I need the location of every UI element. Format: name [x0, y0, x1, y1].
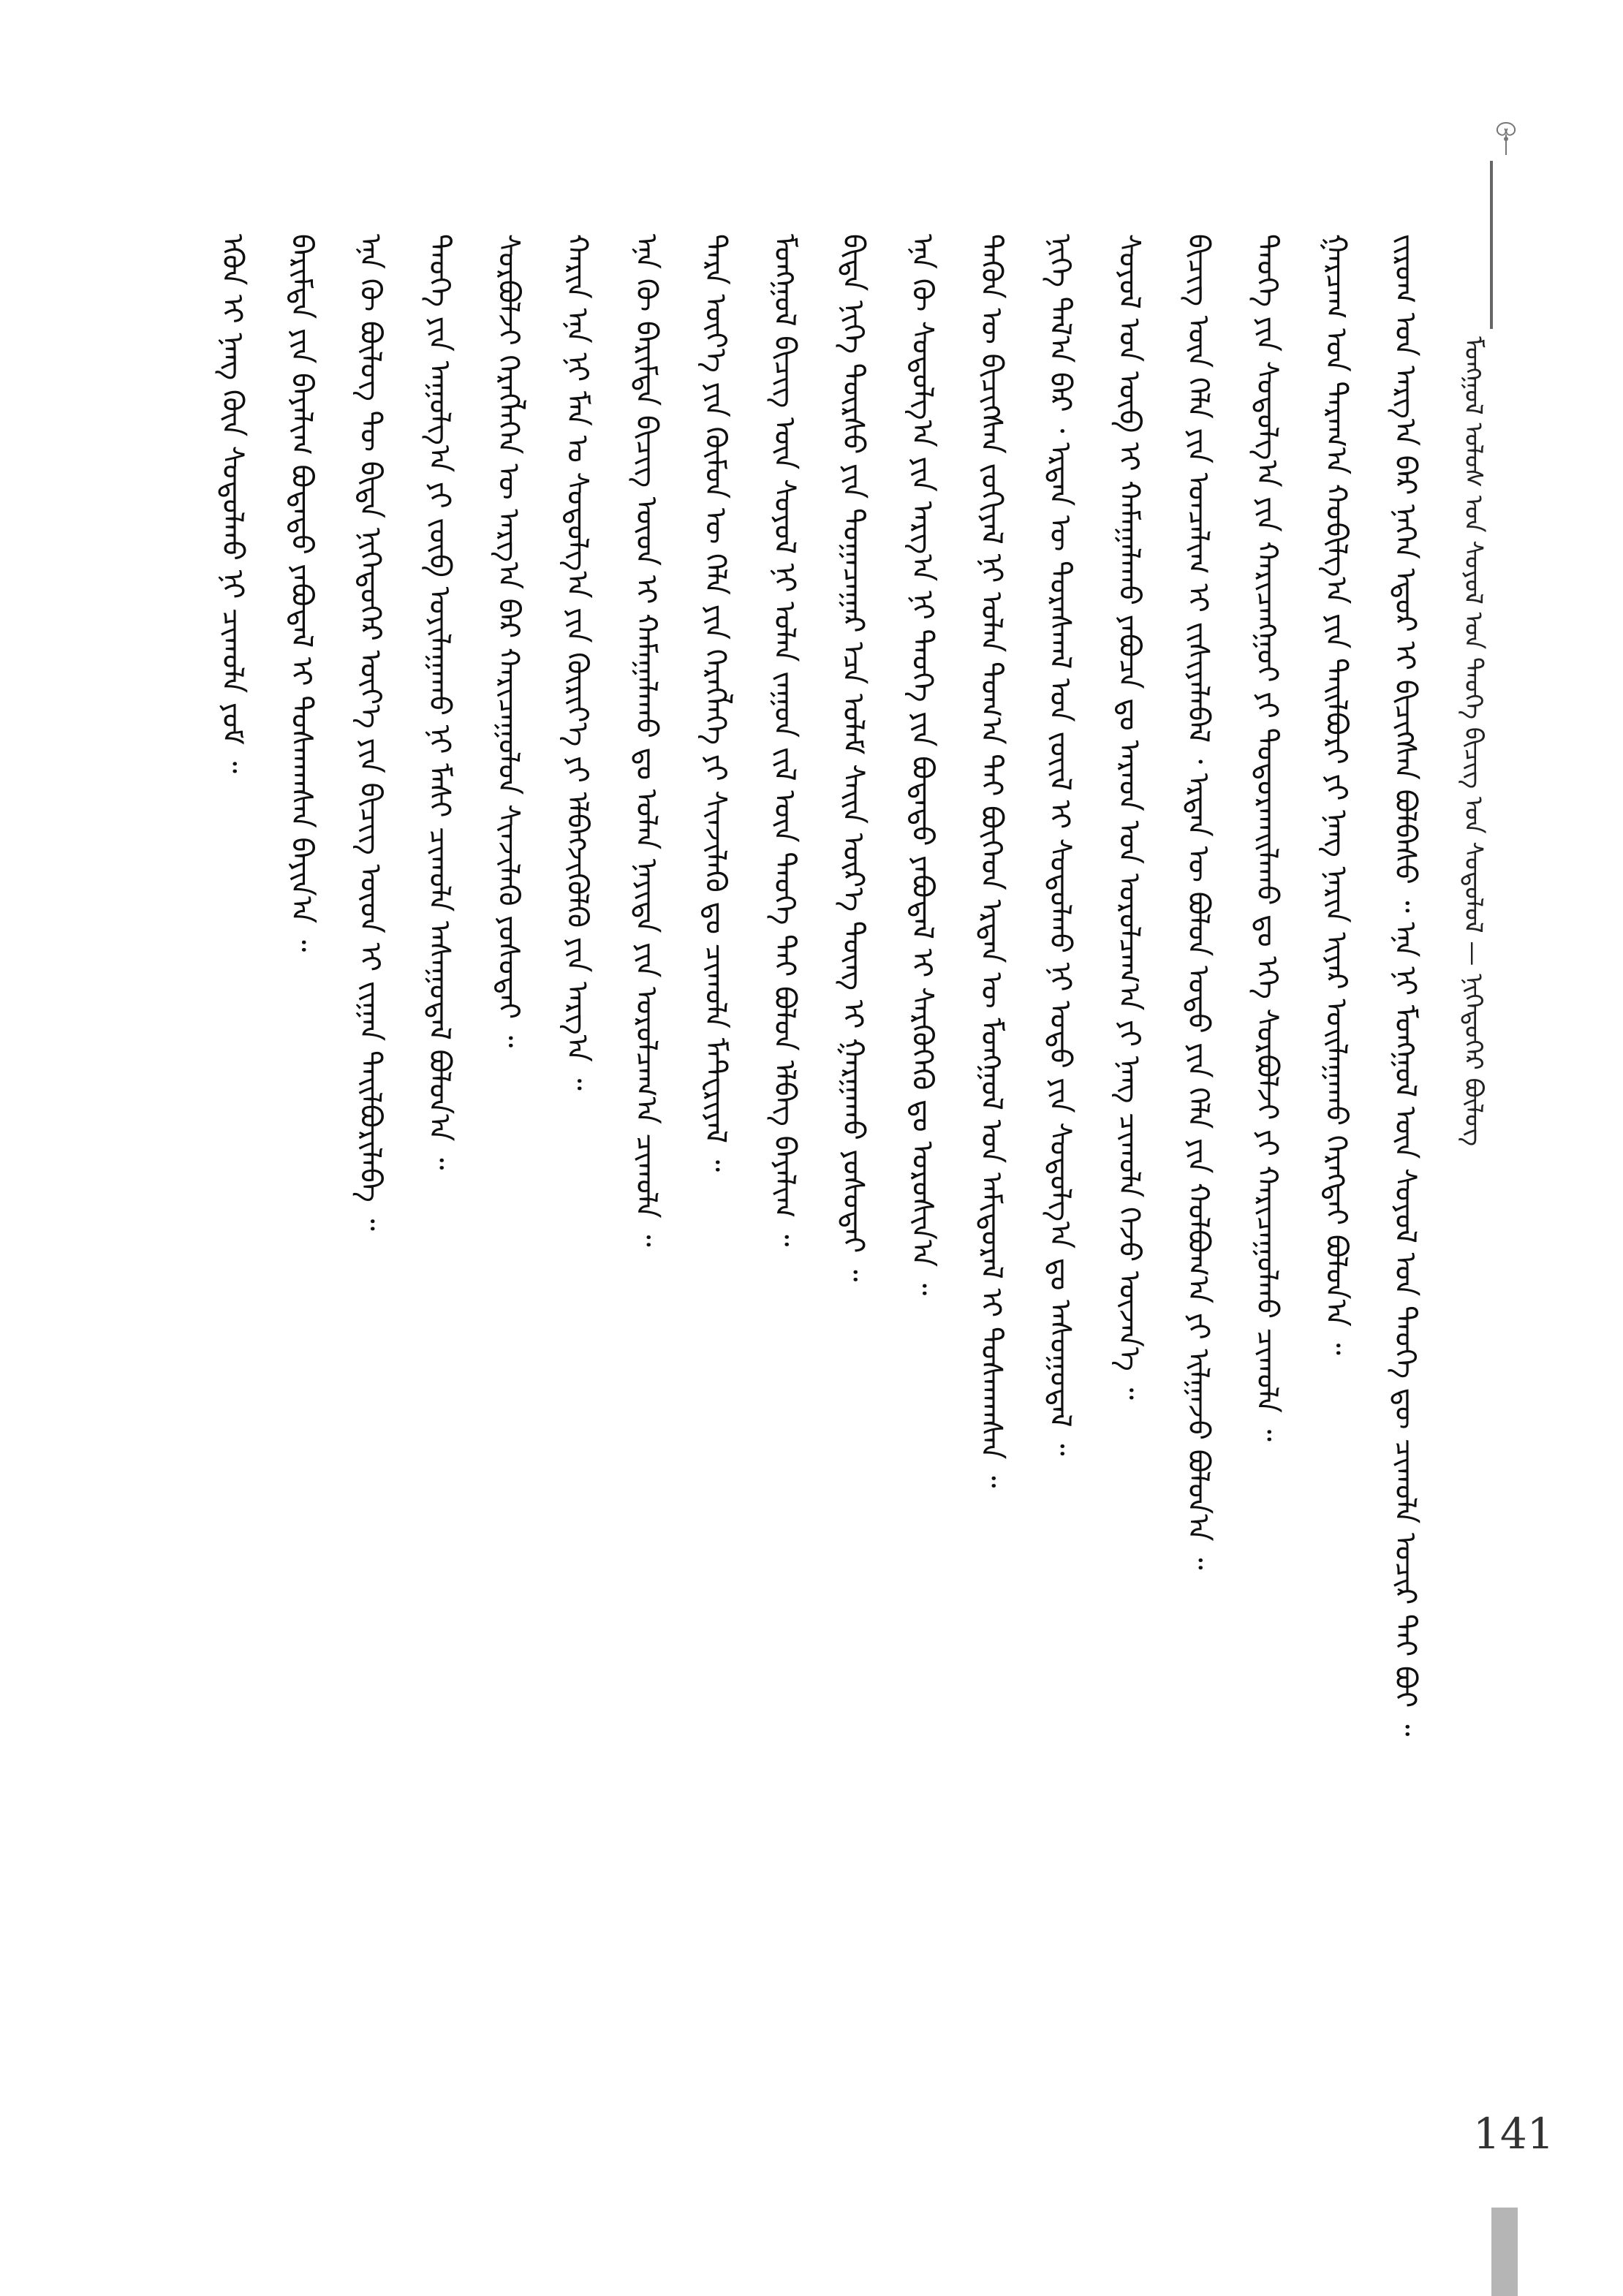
- text-column: [626, 234, 667, 2105]
- text-column: [1040, 234, 1081, 2105]
- running-header-title: ᠮᠣᠩᠭᠣᠯ ᠤᠯᠤᠰ ᠤᠨ ᠰᠣᠶᠣᠯ ᠤᠨ ᠲᠡᠦᠬᠡ ᠪᠢᠴᠢᠭ ᠤᠨ ᠰᠣᠳᠤᠯᠤᠯ — ᠨᠢᠭᠡᠳᠦᠭᠡᠷ ᠪᠦᠯᠦᠭ: [1459, 336, 1488, 1147]
- column-text: ᠨᠢᠭᠡ ᠲᠠᠯ᠎ᠠ ᠪᠠᠷ ᠂ ᠡᠷᠲᠡᠨ ᠦ ᠳᠤᠷᠠᠰᠬᠠᠯ ᠤᠨ ᠵᠦᠢᠯ ᠢ ᠰᠤᠳᠤᠯᠬᠤ ᠨᠢ ᠣᠳᠣ ᠶᠢᠨ ᠰᠤᠳᠤᠯᠭ᠎ᠠ ᠳᠤ ᠠᠰᠤᠭᠤᠳᠠᠯ ᠃: [1043, 234, 1078, 1456]
- column-text: ᠲᠡᠭᠦᠨ ᠦ ᠪᠢᠴᠢᠭᠰᠡᠨ ᠵᠣᠬᠢᠶᠠᠯ ᠨᠢ ᠣᠯᠠᠨ ᠲᠣᠭ᠎ᠠ ᠲᠠᠢ ᠪᠥᠭᠡᠳ ᠡᠷᠲᠡᠨ ᠦ ᠮᠣᠩᠭᠣᠯ ᠤᠨ ᠠᠮᠢᠳᠤᠷᠠᠯ ᠢ ᠲᠤᠰᠬᠠᠭᠰᠠᠨ ᠃: [974, 234, 1008, 1488]
- text-column: [488, 234, 529, 2105]
- column-text: ᠲᠡᠷᠡ ᠦᠶ᠎ᠡ ᠶᠢᠨ ᠬᠦᠮᠦᠨ ᠦ ᠬᠡᠯᠡ ᠶᠢᠨ ᠬᠡᠷᠡᠭᠯᠡᠭᠡ ᠶᠢ ᠰᠢᠨᠵᠢᠯᠡᠬᠦ ᠳᠤ ᠴᠢᠬᠤᠯᠠ ᠮᠠᠲ᠋ᠧᠷᠢᠶᠠᠯ ᠃: [698, 234, 733, 1172]
- column-text: ᠪᠢᠳᠡ ᠨᠢᠭᠡ ᠳᠦᠷᠰᠦ ᠶᠢᠨ ᠲᠣᠭᠠᠴᠠᠭᠠᠷ ᠡᠴᠡ ᠤᠯᠠᠮ ᠰᠠᠢᠨ ᠦᠷ᠎ᠡ ᠳᠦᠩ ᠢ ᠭᠠᠷᠭᠠᠬᠤ ᠶᠣᠰᠤᠲᠠᠢ ᠃: [836, 234, 871, 1282]
- text-column: [971, 234, 1012, 2105]
- scroll-flourish-icon: [1484, 117, 1528, 161]
- column-text: ᠲᠡᠦᠬᠡ ᠶᠢᠨ ᠰᠤᠳᠤᠯᠭ᠎ᠠ ᠶᠢᠨ ᠬᠠᠷᠢᠴᠠᠩᠭᠤᠢ ᠶᠢ ᠲᠣᠳᠣᠷᠬᠠᠢᠯᠠᠬᠤ ᠳᠤ ᠡᠬᠡ ᠰᠤᠷᠪᠤᠯᠵᠢ ᠶᠢ ᠬᠠᠷᠢᠴᠠᠭᠤᠯᠬᠤ ᠴᠢᠬᠤᠯᠠ ᠃: [1250, 234, 1285, 1441]
- column-text: ᠡᠨᠡ ᠬᠦ ᠰᠤᠳᠤᠯᠭ᠎ᠠ ᠶᠢᠨ ᠠᠷᠭ᠎ᠠ ᠨᠢ ᠲᠡᠦᠬᠡ ᠶᠢᠨ ᠪᠣᠳᠠᠲᠤ ᠶᠠᠪᠤᠳᠠᠯ ᠢ ᠰᠡᠷᠭᠦᠭᠡᠬᠦ ᠳᠤ ᠣᠷᠣᠰᠢᠨ᠎ᠠ ᠃: [905, 234, 939, 1296]
- text-column: [1246, 234, 1287, 2105]
- header-rule: [1490, 161, 1493, 329]
- column-text: ᠪᠠᠷᠢᠮᠲᠠ ᠶᠢᠨ ᠪᠠᠶᠠᠯᠢᠭ ᠪᠣᠳᠠᠲᠤ ᠶᠠᠪᠤᠳᠠᠯ ᠢ ᠲᠤᠰᠬᠠᠭᠰᠠᠨ ᠪᠠᠶᠢᠨ᠎ᠠ ᠃: [284, 234, 319, 952]
- column-text: ᠡᠨᠡ ᠬᠦ ᠪᠠᠷᠢᠮᠲᠠ ᠪᠢᠴᠢᠭ᠌ ᠦᠳ ᠢ ᠬᠠᠮᠠᠭᠠᠯᠠᠬᠤ ᠳᠤ ᠣᠯᠠᠨ ᠨᠡᠶᠢᠲᠡ ᠶᠢᠨ ᠣᠷᠤᠯᠴᠠᠭ᠎ᠠ ᠴᠢᠬᠤᠯᠠ ᠃: [629, 234, 664, 1247]
- column-text: ᠲᠡᠦᠬᠡ ᠶᠢᠨ ᠠᠭᠤᠯᠭ᠎ᠠ ᠶᠢ ᠵᠥᠪ ᠣᠶᠢᠯᠠᠭᠠᠬᠤ ᠨᠢ ᠮᠠᠰᠢ ᠴᠢᠬᠤᠯᠠ ᠠᠰᠠᠭᠤᠳᠠᠯ ᠪᠣᠯᠤᠨ᠎ᠠ ᠃: [423, 234, 457, 1170]
- text-column: [901, 234, 942, 2105]
- text-column: [419, 234, 460, 2105]
- text-column: [1385, 234, 1426, 2105]
- text-column: [695, 234, 735, 2105]
- text-column: [833, 234, 874, 2105]
- text-columns: [212, 234, 1426, 2105]
- text-column: [764, 234, 805, 2105]
- main-text-block: [212, 234, 1426, 2105]
- text-column: [212, 234, 253, 2105]
- column-text: ᠬᠠᠷᠢᠨ ᠡᠨᠡ ᠨᠢ ᠮᠠᠨ ᠤ ᠰᠤᠳᠤᠯᠭ᠎ᠠ ᠶᠢᠨ ᠬᠦᠷᠢᠶ᠎ᠡ ᠶᠢ ᠡᠯᠪᠡᠭᠵᠢᠭᠦᠯᠬᠦ ᠶᠢᠨ ᠠᠷᠭ᠎ᠠ ᠃: [560, 234, 594, 1091]
- text-column: [281, 234, 322, 2105]
- text-column: [350, 234, 391, 2105]
- column-text: ᠪᠢᠴᠢᠭ᠌ ᠦᠨ ᠬᠡᠯᠡ ᠶᠢᠨ ᠣᠨᠴᠠᠯᠢᠭ ᠢ ᠵᠢᠱᠢᠶᠡᠯᠡᠪᠡᠯ ᠂ ᠡᠷᠲᠡᠨ ᠦ ᠪᠣᠯᠤᠨ ᠣᠳᠣ ᠶᠢᠨ ᠬᠡᠯᠡ ᠶᠢᠨ ᠬᠣᠯᠪᠣᠭ᠎ᠠ ᠶᠢ ᠢᠯᠭᠠᠵᠤ ᠪᠣᠯᠤᠨ᠎ᠠ ᠃: [1181, 234, 1215, 1570]
- text-column: [1178, 234, 1219, 2105]
- page-edge-tab: [1491, 2208, 1518, 2296]
- column-text: ᠰᠤᠷᠪᠤᠯᠵᠢ ᠬᠡᠷᠡᠭᠯᠡᠭᠡᠨ ᠦ ᠠᠷᠭ᠎ᠠ ᠪᠠᠷ ᠬᠠᠷᠢᠴᠠᠭᠤᠯᠤᠨ ᠰᠢᠨᠵᠢᠯᠡᠬᠦ ᠶᠣᠰᠤᠲᠠᠢ ᠃: [491, 234, 526, 1048]
- column-text: ᠡᠨᠡ ᠬᠦ ᠪᠦᠯᠦᠭ ᠲᠦ ᠪᠢᠳᠡ ᠨᠢᠭᠡᠳᠦᠭᠡᠷ ᠦᠶ᠎ᠡ ᠶᠢᠨ ᠪᠢᠴᠢᠭ᠌ ᠦᠳ ᠢ ᠵᠢᠭᠠᠨ ᠲᠠᠢᠯᠪᠤᠷᠢᠯᠠᠪᠠ ᠃: [353, 234, 387, 1231]
- page-number: 141: [1473, 2109, 1554, 2159]
- column-text: ᠭᠠᠷᠴᠠᠭ ᠤᠨ ᠳᠠᠷᠠᠭ᠎ᠠ ᠬᠤᠪᠢᠯᠭ᠎ᠠ ᠶᠢᠨ ᠲᠠᠢᠯᠪᠤᠷᠢ ᠶᠢ ᠨᠡᠩ ᠨᠠᠷᠢᠨ ᠢᠶᠠᠷ ᠣᠢᠯᠠᠭᠠᠬᠤ ᠬᠡᠷᠡᠭᠲᠡᠢ ᠪᠣᠯᠤᠨ᠎ᠠ ᠃: [1319, 234, 1353, 1355]
- column-text: ᠵᠢᠷᠤᠭ ᠤᠨ ᠠᠷᠭ᠎ᠠ ᠪᠠᠷ ᠨᠡᠭᠡᠨ ᠡᠳᠦᠷ ᠢ ᠪᠢᠴᠢᠭᠰᠡᠨ ᠪᠣᠯᠪᠠᠰᠤ ᠃ ᠡᠨᠡ ᠨᠢ ᠮᠣᠩᠭᠣᠯ ᠦᠨ ᠰᠣᠶᠣᠯ ᠤᠨ ᠲᠡᠦᠬᠡ ᠳᠦ ᠴᠢᠬᠤᠯᠠ ᠤᠴᠢᠷ ᠲᠠᠢ ᠪᠤᠢ ᠃: [1388, 234, 1422, 1737]
- text-column: [1108, 234, 1149, 2105]
- column-text: ᠮᠣᠩᠭᠣᠯ ᠪᠢᠴᠢᠭ᠌ ᠦᠨ ᠰᠣᠶᠣᠯ ᠨᠢ ᠣᠯᠠᠨ ᠵᠠᠭᠤᠨ ᠵᠢᠯ ᠦᠨ ᠲᠡᠦᠬᠡ ᠲᠠᠢ ᠪᠣᠯᠤᠨ ᠡᠯᠪᠡᠭ ᠪᠠᠶᠠᠯᠢᠭ ᠃: [767, 234, 801, 1247]
- column-text: ᠡᠭᠦᠨ ᠢ ᠨᠡᠩ ᠭᠦᠨ ᠰᠤᠳᠤᠯᠬᠤ ᠨᠢ ᠴᠢᠬᠤᠯᠠ ᠶᠤᠮ ᠃: [216, 234, 249, 773]
- text-column: [557, 234, 598, 2105]
- column-text: ᠰᠣᠶᠣᠯ ᠤᠨ ᠥᠪ ᠢ ᠬᠠᠮᠠᠭᠠᠯᠠᠬᠤ ᠶᠠᠪᠤᠴᠠ ᠳᠤ ᠠᠷᠠᠳ ᠤᠨ ᠣᠷᠤᠯᠴᠠᠭ᠎ᠠ ᠶᠢ ᠨᠡᠩ ᠴᠢᠬᠤᠯᠠ ᠭᠡᠵᠦ ᠦᠵᠡᠨ᠎ᠡ ᠃: [1112, 234, 1146, 1400]
- text-column: [1316, 234, 1357, 2105]
